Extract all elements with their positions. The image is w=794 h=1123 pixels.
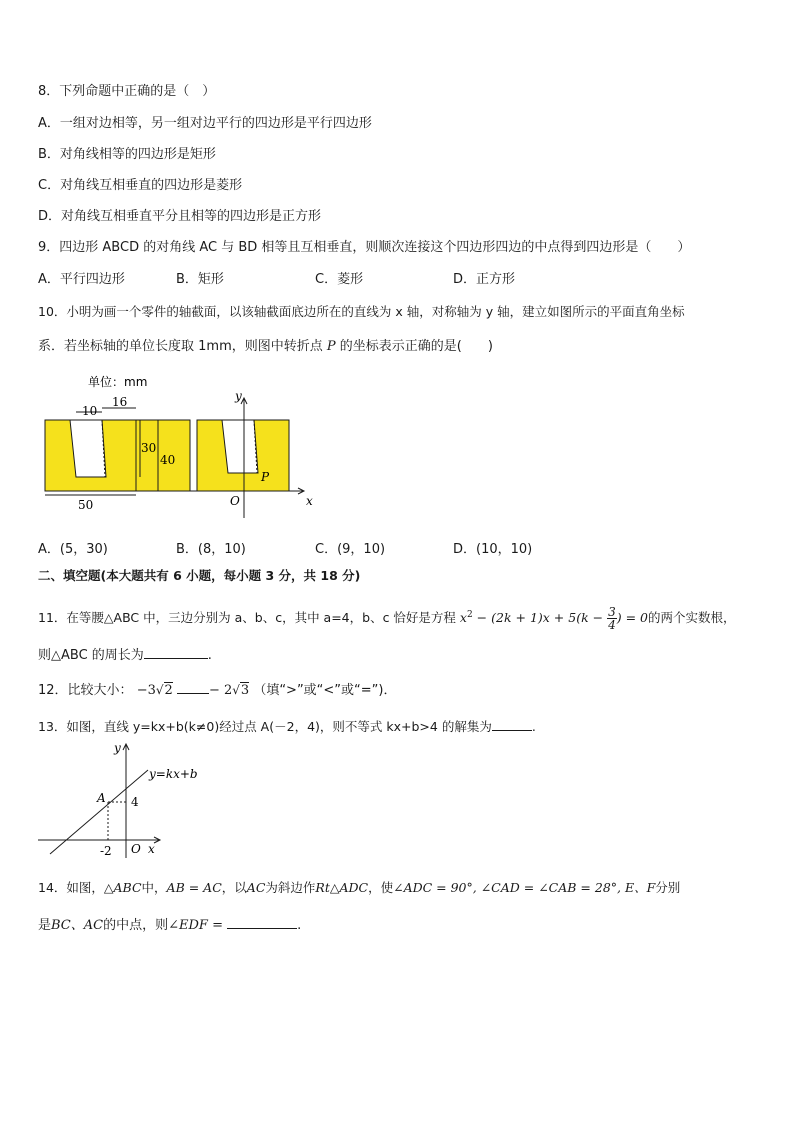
- q12-right: − 2: [208, 683, 233, 698]
- q10-origin-label: O: [230, 494, 240, 508]
- q13-value-neg2: -2: [100, 844, 112, 858]
- q10-dim-50: 50: [78, 498, 94, 512]
- q12-right-rad: 3: [240, 683, 250, 698]
- q14-line2-math2: ∠EDF =: [168, 918, 223, 933]
- q14-math2: AB = AC: [166, 880, 222, 895]
- q11-fraction: [607, 606, 617, 631]
- q10-figure: [36, 368, 326, 518]
- q10-dim-10: 10: [82, 404, 98, 418]
- q13-answer-blank[interactable]: [492, 718, 532, 731]
- q8-option-a: A．一组对边相等，另一组对边平行的四边形是平行四边形: [38, 116, 372, 131]
- q10-option-b: B．(8，10): [176, 542, 246, 557]
- q11-line1-b: 的两个实数根，: [647, 610, 736, 625]
- q9-option-d: D．正方形: [453, 272, 516, 287]
- q10-left-notch: [70, 420, 106, 477]
- q10-axis-x-label: x: [306, 494, 313, 508]
- q10-option-d: D．(10，10): [453, 542, 533, 557]
- q14-line2-b: 的中点，则: [103, 918, 169, 933]
- q14-line1-d: 为斜边作: [265, 880, 316, 895]
- q13-axis-y-label: y: [114, 741, 121, 755]
- q8-option-c: C．对角线互相垂直的四边形是菱形: [38, 178, 243, 193]
- q14-line1-f: 分别: [655, 880, 681, 895]
- q12-left-rad: 2: [164, 683, 173, 698]
- q14-math1: △ABC: [103, 880, 142, 895]
- q11-answer-blank[interactable]: [144, 646, 208, 659]
- q14-line2: [38, 916, 301, 934]
- q11-eq-sup: 2: [466, 609, 473, 620]
- q11-eq-end: ) = 0: [616, 610, 648, 625]
- q14-line2-end: .: [297, 918, 302, 933]
- q9-option-b: B．矩形: [176, 272, 224, 287]
- q12-suffix: （填“>”或“<”或“=”)．: [253, 683, 397, 698]
- q13-line: 13．如图，直线 y=kx+b(k≠0)经过点 A(－2，4)，则不等式 kx+b>4 的解集为 .: [38, 719, 536, 734]
- q14-math3: AC: [246, 880, 266, 895]
- q10-dim-16: 16: [112, 395, 128, 409]
- q10-point-p-text: P: [326, 339, 336, 354]
- q11-frac-den: 4: [608, 618, 616, 632]
- q9-option-a: A．平行四边形: [38, 272, 125, 287]
- q10-axis-y-label: y: [235, 389, 242, 403]
- q10-stem-line2-b: 的坐标表示正确的是( ): [339, 339, 493, 354]
- q12-line: 12．比较大小： −3√2 − 2√3 （填“>”或“<”或“=”)．: [38, 683, 397, 698]
- q10-stem-line2-a: 系．若坐标轴的单位长度取 1mm，则图中转折点: [38, 339, 323, 354]
- q8-option-d: D．对角线互相垂直平分且相等的四边形是正方形: [38, 209, 322, 224]
- q11-line1-a: 11．在等腰△ABC 中，三边分别为 a、b、c，其中 a=4，b、c 恰好是方程: [38, 610, 456, 625]
- q11-line1: [38, 606, 735, 631]
- q10-option-c: C．(9，10): [315, 542, 386, 557]
- q12-left: −3: [136, 683, 156, 698]
- q10-stem-line2: [38, 339, 493, 355]
- q13-value-4: 4: [131, 795, 139, 809]
- q8-option-b: B．对角线相等的四边形是矩形: [38, 147, 216, 162]
- q14-line2-math1: BC、AC: [51, 918, 104, 933]
- section2-title: 二、填空题(本大题共有 6 小题，每小题 3 分，共 18 分): [38, 568, 361, 583]
- q13-figure: [36, 736, 206, 864]
- q13-stem: 13．如图，直线 y=kx+b(k≠0)经过点 A(－2，4)，则不等式 kx+b>4 的解集为: [38, 719, 492, 734]
- q10-unit-label: 单位：mm: [88, 375, 148, 389]
- q11-frac-num: 3: [608, 605, 616, 619]
- q10-point-p-label: P: [261, 470, 270, 484]
- q12-prefix: 12．比较大小：: [38, 683, 133, 698]
- q11-eq-x: x: [459, 610, 467, 625]
- q12-answer-blank[interactable]: [177, 681, 209, 694]
- q11-line2-text: 则△ABC 的周长为: [38, 648, 144, 663]
- q14-line1-a: 14．如图，: [38, 880, 104, 895]
- q11-line2: 则△ABC 的周长为 .: [38, 648, 212, 663]
- q10-dim-30: 30: [141, 441, 157, 455]
- q14-line1-e: ，使: [368, 880, 394, 895]
- q13-axis-x-label: x: [148, 842, 155, 856]
- q14-line1: [38, 880, 680, 896]
- q14-line1-c: ，以: [221, 880, 247, 895]
- q9-stem: 9．四边形 ABCD 的对角线 AC 与 BD 相等且互相垂直，则顺次连接这个四边形四边的中点得到四边形是（ ）: [38, 240, 691, 255]
- q14-math5: ∠ADC = 90°, ∠CAD = ∠CAB = 28°, E、F: [393, 880, 656, 895]
- q13-line-label: y=kx+b: [149, 767, 198, 781]
- q10-option-a: A．(5，30): [38, 542, 108, 557]
- q10-right-notch: [222, 420, 258, 473]
- q14-line1-b: 中，: [141, 880, 167, 895]
- q13-origin-label: O: [131, 842, 141, 856]
- q11-eq-mid: − (2k + 1)x + 5(k −: [472, 610, 608, 625]
- q8-stem: 8．下列命题中正确的是（ ）: [38, 84, 216, 99]
- q10-dim-40: 40: [160, 453, 176, 467]
- q9-option-c: C．菱形: [315, 272, 364, 287]
- q14-answer-blank[interactable]: [227, 916, 297, 929]
- q14-line2-a: 是: [38, 918, 52, 933]
- q13-point-a-label: A: [97, 791, 106, 805]
- q10-stem-line1: 10．小明为画一个零件的轴截面，以该轴截面底边所在的直线为 x 轴，对称轴为 y 轴，建立如图所示的平面直角坐标: [38, 304, 685, 319]
- q14-math4: Rt△ADC: [315, 880, 369, 895]
